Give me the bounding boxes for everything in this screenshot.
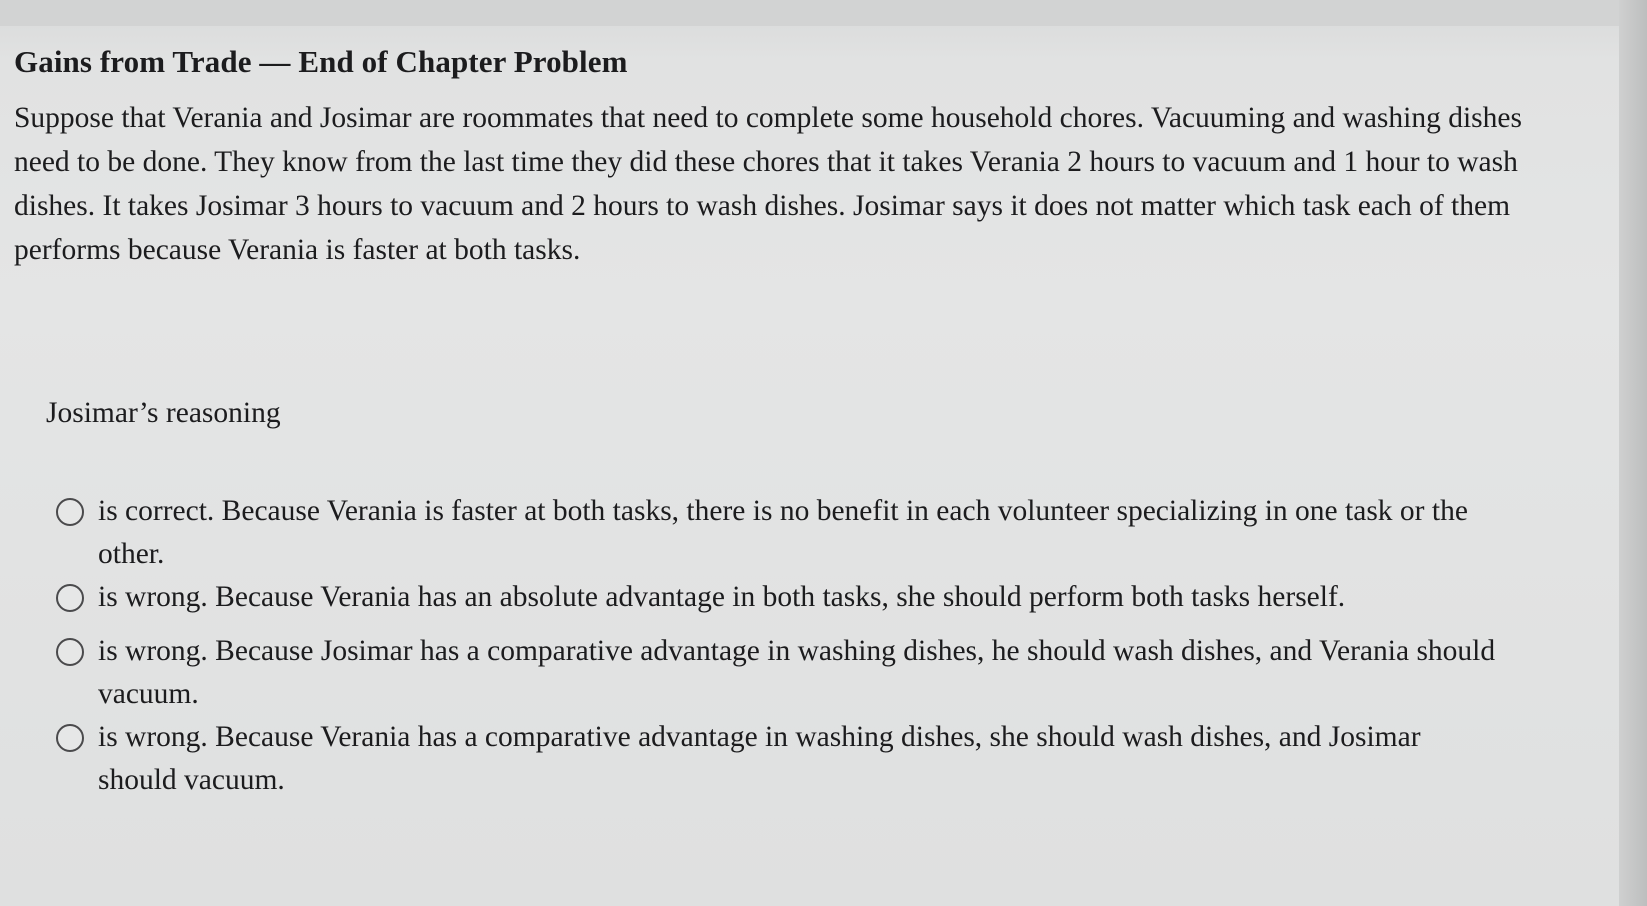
radio-button-1[interactable] [56, 498, 84, 526]
right-edge [1619, 0, 1647, 906]
answer-option-4[interactable] [56, 716, 1546, 802]
answer-option-2-text: is wrong. Because Verania has an absolute advantage in both tasks, she should perform both tasks herself. [98, 581, 1346, 613]
page-title: Gains from Trade — End of Chapter Problem [14, 44, 628, 79]
radio-button-3[interactable] [56, 638, 84, 666]
answer-option-2[interactable] [56, 576, 1546, 630]
answer-option-1-text: is correct. Because Verania is faster at both tasks, there is no benefit in each volunteer specializing in one task or the other. [98, 495, 1468, 570]
answer-option-1[interactable] [56, 490, 1546, 576]
answer-option-3-text: is wrong. Because Josimar has a comparative advantage in washing dishes, he should wash dishes, and Verania should vacuum. [98, 635, 1496, 710]
radio-button-2[interactable] [56, 584, 84, 612]
top-strip [0, 0, 1647, 26]
problem-prompt: Suppose that Verania and Josimar are roommates that need to complete some household chores. Vacuuming and washing dishes need to be done. They know from the last time they did these chores that it takes Verania 2 hours to vacuum and 1 hour to wash dishes. It takes Josimar 3 hours to vacuum and 2 hours to wash dishes. Josimar says it does not matter which task each of them performs because Verania is faster at both tasks. [14, 102, 1522, 266]
answer-option-4-text: is wrong. Because Verania has a comparative advantage in washing dishes, she should wash dishes, and Josimar should vacuum. [98, 721, 1421, 796]
answer-options [56, 490, 1546, 802]
answer-option-3[interactable] [56, 630, 1546, 716]
problem-content [14, 38, 1594, 272]
question-label: Josimar’s reasoning [46, 397, 281, 429]
radio-button-4[interactable] [56, 724, 84, 752]
